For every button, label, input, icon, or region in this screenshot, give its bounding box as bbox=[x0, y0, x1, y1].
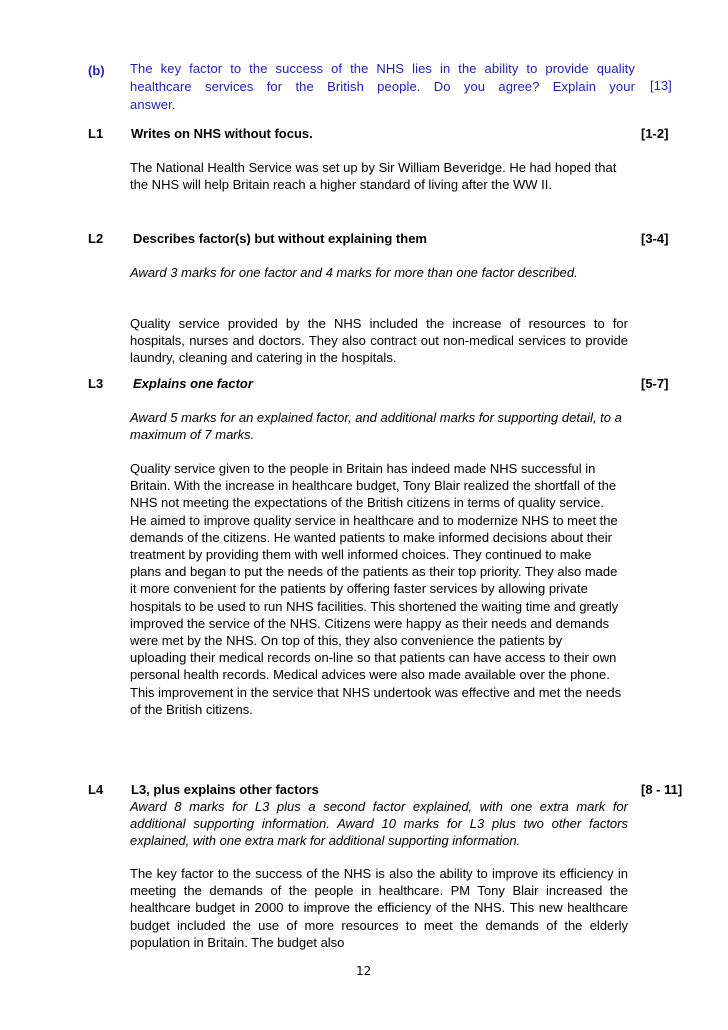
level-title-l4: L3, plus explains other factors bbox=[131, 782, 319, 797]
question-text bbox=[130, 60, 635, 114]
level-label-l1: L1 bbox=[88, 126, 104, 141]
level-l2-guidance: Award 3 marks for one factor and 4 marks for more than one factor described. bbox=[130, 265, 578, 280]
level-l3-paragraph: Quality service given to the people in Britain has indeed made NHS successful in Britain. With the increase in healthcare budget, Tony Blair realized the shortfall of the NHS not meeting the expectations of the British citizens in terms of quality service. He aimed to improve quality service in healthcare and to modernize NHS to meet the demands of the citizens. He wanted patients to make informed decisions about their treatment by providing them with well informed choices. They continued to make plans and began to put the needs of the patients as their top priority. They also made it more convenient for the patients by offering faster services by allowing private hospitals to be used to run NHS facilities. This shortened the waiting time and greatly improved the service of the NHS. Citizens were happy as their needs and demands were met by the NHS. On top of this, they also convenience the patients by uploading their medical records on-line so that patients can have access to their own personal health records. Medical advices were also made available over the phone. This improvement in the service that NHS undertook was effective and met the needs of the British citizens. bbox=[130, 461, 622, 717]
level-l2-paragraph: Quality service provided by the NHS included the increase of resources to for hospitals, nurses and doctors. They also contract out non-medical services to provide laundry, cleaning and catering in the hospitals. bbox=[130, 316, 628, 366]
level-marks-l4: [8 - 11] bbox=[641, 782, 683, 797]
level-label-l2: L2 bbox=[88, 231, 104, 246]
level-l3-guidance: Award 5 marks for an explained factor, and additional marks for supporting detail, to a maximum of 7 marks. bbox=[130, 410, 622, 443]
level-marks-l3: [5-7] bbox=[641, 376, 669, 391]
question-label: (b) bbox=[88, 63, 105, 78]
level-label-l4: L4 bbox=[88, 782, 104, 797]
question-line-2: healthcare services for the British people. Do you agree? Explain your bbox=[130, 79, 635, 94]
question-line-3: answer. bbox=[130, 97, 176, 112]
level-marks-l2: [3-4] bbox=[641, 231, 669, 246]
level-l1-paragraph-1: The National Health Service was set up by Sir William Beveridge. He had hoped that the NHS will help Britain reach a higher standard of living after the WW II. bbox=[130, 160, 617, 193]
level-marks-l1: [1-2] bbox=[641, 126, 669, 141]
level-title-l3: Explains one factor bbox=[133, 376, 253, 391]
level-title-l2: Describes factor(s) but without explaining them bbox=[133, 231, 427, 246]
question-marks: [13] bbox=[650, 78, 672, 93]
level-label-l3: L3 bbox=[88, 376, 104, 391]
level-l4-paragraph: The key factor to the success of the NHS is also the ability to improve its efficiency in meeting the demands of the people in healthcare. PM Tony Blair increased the healthcare budget in 2000 to improve the efficiency of the NHS. This new healthcare budget included the use of more resources to meet the demands of the elderly population in Britain. The budget also bbox=[130, 866, 628, 950]
page-number: 12 bbox=[356, 964, 372, 978]
level-l4-guidance: Award 8 marks for L3 plus a second factor explained, with one extra mark for additional supporting information. Award 10 marks for L3 plus two other factors explained, with one extra mark for additional supporting information. bbox=[130, 799, 628, 849]
question-line-1: The key factor to the success of the NHS lies in the ability to provide quality bbox=[130, 61, 635, 76]
level-title-l1: Writes on NHS without focus. bbox=[131, 126, 313, 141]
